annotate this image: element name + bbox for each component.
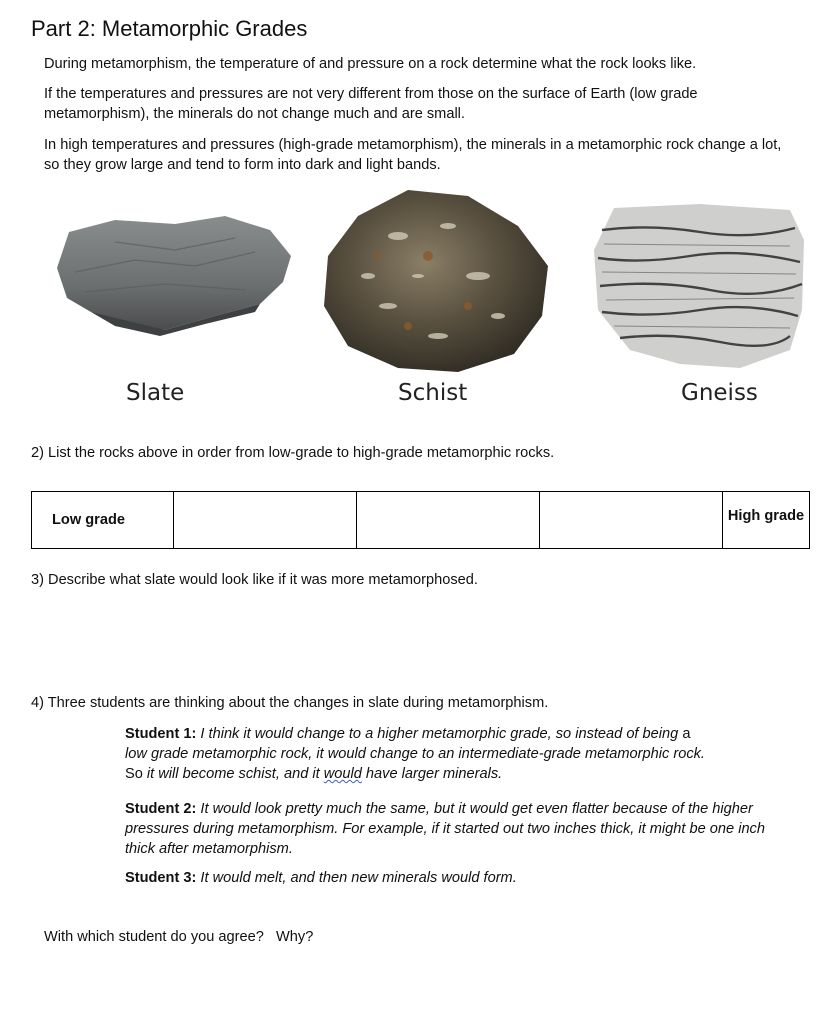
student-2-name: Student 2: (125, 801, 197, 817)
high-grade-cell (723, 492, 810, 549)
grade-order-table (31, 491, 810, 549)
high-grade-label: High grade (727, 508, 805, 524)
student-1-text-g: have larger minerals. (361, 766, 503, 782)
student-3-response (125, 868, 775, 888)
student-2-text: It would look pretty much the same, but it would get even flatter because of the higher pressures during metamorphism. For example, if it started out two inches thick, it might be one inch thick after metamorphism. (125, 801, 765, 857)
student-1-name: Student 1: (125, 726, 197, 742)
answer-cell-1[interactable] (174, 492, 357, 549)
final-question: With which student do you agree? Why? (44, 929, 314, 945)
student-1-text-c: low grade metamorphic rock, it would change to an intermediate-grade metamorphic rock. (125, 746, 705, 762)
answer-cell-3[interactable] (540, 492, 723, 549)
gneiss-rock-image (590, 200, 806, 372)
slate-rock-image (55, 212, 295, 337)
answer-cell-2[interactable] (357, 492, 540, 549)
student-1-response (125, 724, 775, 784)
student-3-text: It would melt, and then new minerals would form. (200, 870, 517, 886)
student-1-text-d: So (125, 766, 147, 782)
student-2-response (125, 799, 765, 859)
question-3: 3) Describe what slate would look like if it was more metamorphosed. (31, 572, 478, 588)
student-1-text-b: a (678, 726, 691, 742)
student-1-text-e: it will become schist, and it (146, 766, 324, 782)
question-3-answer-space[interactable] (44, 600, 804, 680)
student-1-text-f: would (323, 766, 362, 782)
intro-paragraph-1: During metamorphism, the temperature of and pressure on a rock determine what the rock looks like. (44, 56, 697, 72)
schist-label: Schist (398, 380, 468, 406)
page-title: Part 2: Metamorphic Grades (31, 16, 308, 41)
student-3-name: Student 3: (125, 870, 197, 886)
student-1-text-a: I think it would change to a higher metamorphic grade, so instead of being (200, 726, 679, 742)
intro-paragraph-2: If the temperatures and pressures are not very different from those on the surface of Earth (low grade metamorphism), the minerals do not change much and are small. (44, 86, 698, 122)
low-grade-cell (32, 492, 174, 549)
slate-label: Slate (126, 380, 185, 406)
schist-rock-image (318, 186, 552, 376)
question-4: 4) Three students are thinking about the changes in slate during metamorphism. (31, 695, 549, 711)
question-2: 2) List the rocks above in order from low-grade to high-grade metamorphic rocks. (31, 445, 555, 461)
intro-paragraph-3: In high temperatures and pressures (high-grade metamorphism), the minerals in a metamorphic rock change a lot, so they grow large and tend to form into dark and light bands. (44, 137, 782, 173)
low-grade-label: Low grade (52, 512, 125, 528)
gneiss-label: Gneiss (681, 380, 758, 406)
